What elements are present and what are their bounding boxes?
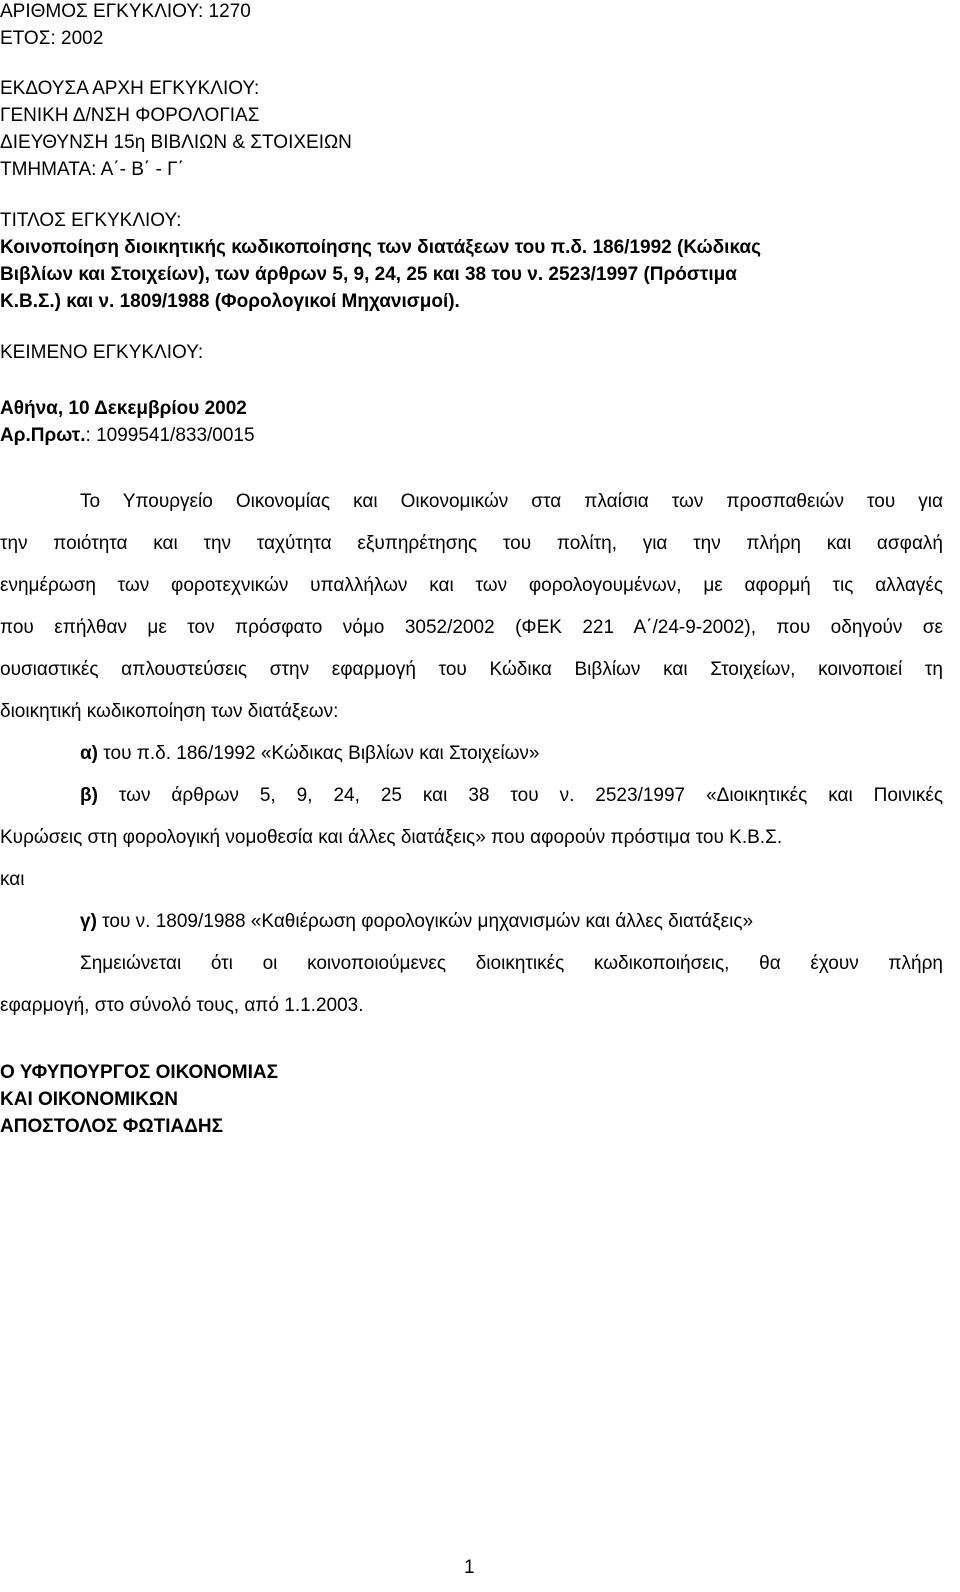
paragraph-line-5: ουσιαστικές απλουστεύσεις στην εφαρμογή του Κώδικα Βιβλίων και Στοιχείων, κοινοποιεί τη (0, 659, 943, 680)
list-item-b (80, 784, 943, 808)
title-line-3: Κ.Β.Σ.) και ν. 1809/1988 (Φορολογικοί Μηχανισμοί). (0, 291, 460, 312)
signature-title-line-1: Ο ΥΦΥΠΟΥΡΓΟΣ ΟΙΚΟΝΟΜΙΑΣ (0, 1062, 279, 1083)
item-a-text: του π.δ. 186/1992 «Κώδικας Βιβλίων και Στοιχείων» (98, 743, 540, 764)
title-line-1: Κοινοποίηση διοικητικής κωδικοποίησης των διατάξεων του π.δ. 186/1992 (Κώδικας (0, 237, 761, 258)
circular-number: ΑΡΙΘΜΟΣ ΕΓΚΥΚΛΙΟΥ: 1270 (0, 1, 251, 22)
protocol-label: Αρ.Πρωτ. (0, 425, 86, 446)
item-a-marker: α) (80, 743, 99, 764)
date-line: Αθήνα, 10 Δεκεμβρίου 2002 (0, 398, 247, 419)
paragraph-line-6: διοικητική κωδικοποίηση των διατάξεων: (0, 701, 339, 722)
protocol-value: : 1099541/833/0015 (85, 425, 255, 446)
paragraph-line-3: ενημέρωση των φοροτεχνικών υπαλλήλων και των φορολογουμένων, με αφορμή τις αλλαγές (0, 575, 943, 596)
item-c-marker: γ) (80, 911, 97, 932)
signature-name: ΑΠΟΣΤΟΛΟΣ ΦΩΤΙΑΔΗΣ (0, 1116, 223, 1137)
list-item-c (80, 910, 753, 934)
directorate: ΓΕΝΙΚΗ Δ/ΝΣΗ ΦΟΡΟΛΟΓΙΑΣ (0, 105, 260, 126)
paragraph-line-1: Το Υπουργείο Οικονομίας και Οικονομικών στα πλαίσια των προσπαθειών του για (80, 491, 943, 512)
item-b-continuation: Κυρώσεις στη φορολογική νομοθεσία και άλλες διατάξεις» που αφορούν πρόστιμα του Κ.Β.Σ. (0, 827, 783, 848)
item-c-text: του ν. 1809/1988 «Καθιέρωση φορολογικών μηχανισμών και άλλες διατάξεις» (96, 911, 754, 932)
closing-line-2: εφαρμογή, στο σύνολό τους, από 1.1.2003. (0, 995, 364, 1016)
paragraph-line-4: που επήλθαν με τον πρόσφατο νόμο 3052/2002 (ΦΕΚ 221 Α΄/24-9-2002), που οδηγούν σε (0, 617, 943, 638)
circular-year: ΕΤΟΣ: 2002 (0, 28, 104, 49)
closing-line-1: Σημειώνεται ότι οι κοινοποιούμενες διοικητικές κωδικοποιήσεις, θα έχουν πλήρη (80, 953, 943, 974)
protocol-number (0, 424, 255, 448)
title-label: ΤΙΤΛΟΣ ΕΓΚΥΚΛΙΟΥ: (0, 210, 182, 231)
paragraph-line-2: την ποιότητα και την ταχύτητα εξυπηρέτησης του πολίτη, για την πλήρη και ασφαλή (0, 533, 943, 554)
text-label: ΚΕΙΜΕΝΟ ΕΓΚΥΚΛΙΟΥ: (0, 342, 204, 363)
item-b-marker: β) (80, 785, 98, 806)
signature-title-line-2: ΚΑΙ ΟΙΚΟΝΟΜΙΚΩΝ (0, 1089, 178, 1110)
list-item-a (80, 742, 539, 766)
issuing-authority-label: ΕΚΔΟΥΣΑ ΑΡΧΗ ΕΓΚΥΚΛΙΟΥ: (0, 78, 260, 99)
title-line-2: Βιβλίων και Στοιχείων), των άρθρων 5, 9, 24, 25 και 38 του ν. 2523/1997 (Πρόστιμα (0, 264, 737, 285)
sections: ΤΜΗΜΑΤΑ: Α΄- Β΄ - Γ΄ (0, 159, 184, 180)
division: ΔΙΕΥΘΥΝΣΗ 15η ΒΙΒΛΙΩΝ & ΣΤΟΙΧΕΙΩΝ (0, 132, 352, 153)
page-number: 1 (464, 1557, 475, 1578)
item-b-trailing: και (0, 869, 25, 890)
item-b-text: των άρθρων 5, 9, 24, 25 και 38 του ν. 2523/1997 «Διοικητικές και Ποινικές (97, 785, 943, 806)
